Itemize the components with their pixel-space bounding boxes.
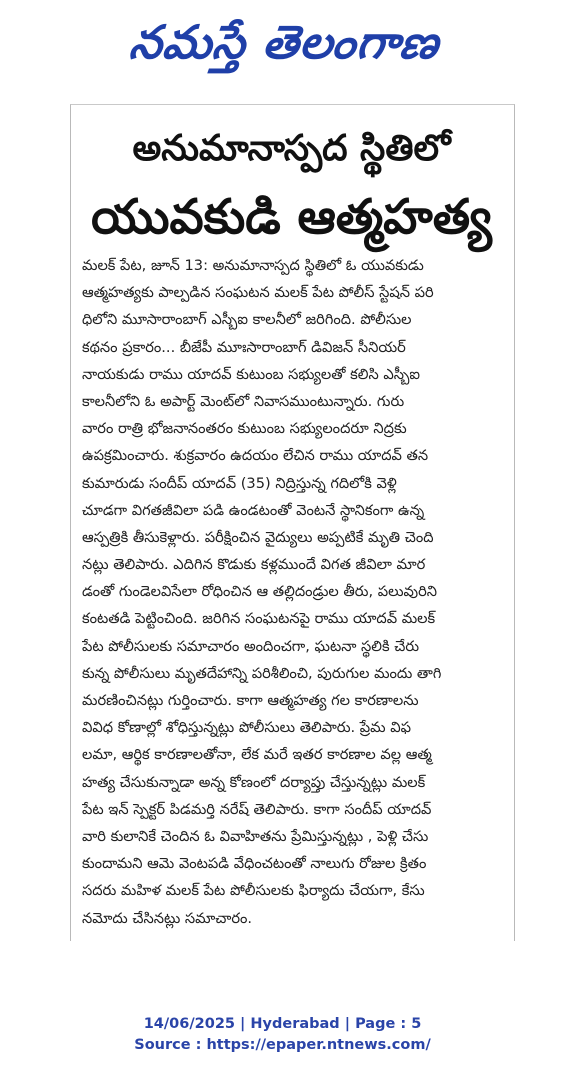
body-line: కున్న పోలీసులు మృతదేహాన్ని పరిశీలించి, పురుగుల మందు తాగి: [82, 664, 442, 682]
body-line: కుందామని ఆమె వెంటపడి వేధించటంతో నాలుగు రోజుల క్రితం: [82, 855, 427, 873]
masthead: [0, 0, 565, 90]
body-line: సదరు మహిళ మలక్ పేట పోలీసులకు ఫిర్యాదు చేయగా, కేసు: [82, 882, 425, 900]
body-line: కంటతడి పెట్టించింది. జరిగిన సంఘటనపై రాము యాదవ్ మలక్: [82, 610, 436, 628]
page-footer: [0, 1014, 565, 1056]
newspaper-logo: నమస్తే తెలంగాణ: [126, 15, 443, 69]
body-line: చూడగా విగతజీవిలా పడి ఉండటంతో వెంటనే స్థానికంగా ఉన్న: [82, 501, 425, 519]
body-line: నాయకుడు రాము యాదవ్ కుటుంబ సభ్యులతో కలిసి ఎస్బీఐ: [82, 365, 421, 383]
body-line: నమోదు చేసినట్లు సమాచారం.: [82, 909, 253, 927]
body-line: కథనం ప్రకారం... బీజేపీ మూఃసారాంబాగ్ డివిజన్ సీనియర్: [82, 338, 406, 356]
body-line: కుమారుడు సందీప్ యాదవ్ (35) నిద్రిస్తున్న గదిలోకి వెళ్లి: [82, 474, 397, 492]
body-line: ధిలోని మూసారాంబాగ్ ఎస్బీఐ కాలనీలో జరిగింది. పోలీసుల: [82, 311, 412, 329]
article-body: [82, 252, 505, 932]
body-line: మలక్ పేట, జూన్ 13: అనుమానాస్పద స్థితిలో ఓ యువకుడు: [82, 257, 424, 274]
body-line: పేట ఇన్ స్పెక్టర్ పిడమర్తి నరేష్ తెలిపారు. కాగా సందీప్ యాదవ్: [82, 800, 432, 818]
body-line: వివిధ కోణాల్లో శోధిస్తున్నట్లు పోలీసులు తెలిపారు. ప్రేమ విఫ: [82, 719, 411, 737]
body-line: మరణించినట్లు గుర్తించారు. కాగా ఆత్మహత్య గల కారణాలను: [82, 692, 419, 709]
source-link[interactable]: Source : https://epaper.ntnews.com/: [134, 1037, 431, 1053]
body-line: లమా, ఆర్థిక కారణాలతోనా, లేక మరే ఇతర కారణాల వల్ల ఆత్మ: [82, 746, 432, 764]
body-line: ఆస్పత్రికి తీసుకెళ్లారు. పరీక్షించిన వైద్యులు అప్పటికే మృతి చెంది: [82, 528, 434, 546]
headline-kicker: అనుమానాస్పద స్థితిలో: [132, 128, 451, 169]
body-line: కాలనీలోని ఓ అపార్ట్ మెంట్‌లో నివాసముంటున్నారు. గురు: [82, 392, 405, 410]
body-line: ఉపక్రమించారు. శుక్రవారం ఉదయం లేచిన రాము యాదవ్ తన: [82, 447, 429, 465]
body-line: డంతో గుండెలవిసేలా రోధించిన ఆ తల్లిదండ్రుల తీరు, పలువురిని: [82, 583, 437, 601]
body-line: వారి కులానికే చెందిన ఓ వివాహితను ప్రేమిస్తున్నట్లు , పెళ్లి చేసు: [82, 827, 429, 845]
edition-info: 14/06/2025 | Hyderabad | Page : 5: [143, 1016, 422, 1032]
body-line: హత్య చేసుకున్నాడా అన్న కోణంలో దర్యాప్తు చేస్తున్నట్లు మలక్: [82, 773, 426, 791]
body-line: పేట పోలీసులకు సమాచారం అందించగా, ఘటనా స్థలికి చేరు: [82, 637, 420, 655]
body-line: నట్లు తెలిపారు. ఎదిగిన కొడుకు కళ్లముందే విగత జీవిలా మార: [82, 556, 426, 574]
body-line: ఆత్మహత్యకు పాల్పడిన సంఘటన మలక్ పేట పోలీస్ స్టేషన్ పరి: [82, 284, 434, 302]
headline-main: యువకుడి ఆత్మహత్య: [91, 189, 492, 245]
body-line: వారం రాత్రి భోజనానంతరం కుటుంబ సభ్యులందరూ నిద్రకు: [82, 420, 407, 438]
